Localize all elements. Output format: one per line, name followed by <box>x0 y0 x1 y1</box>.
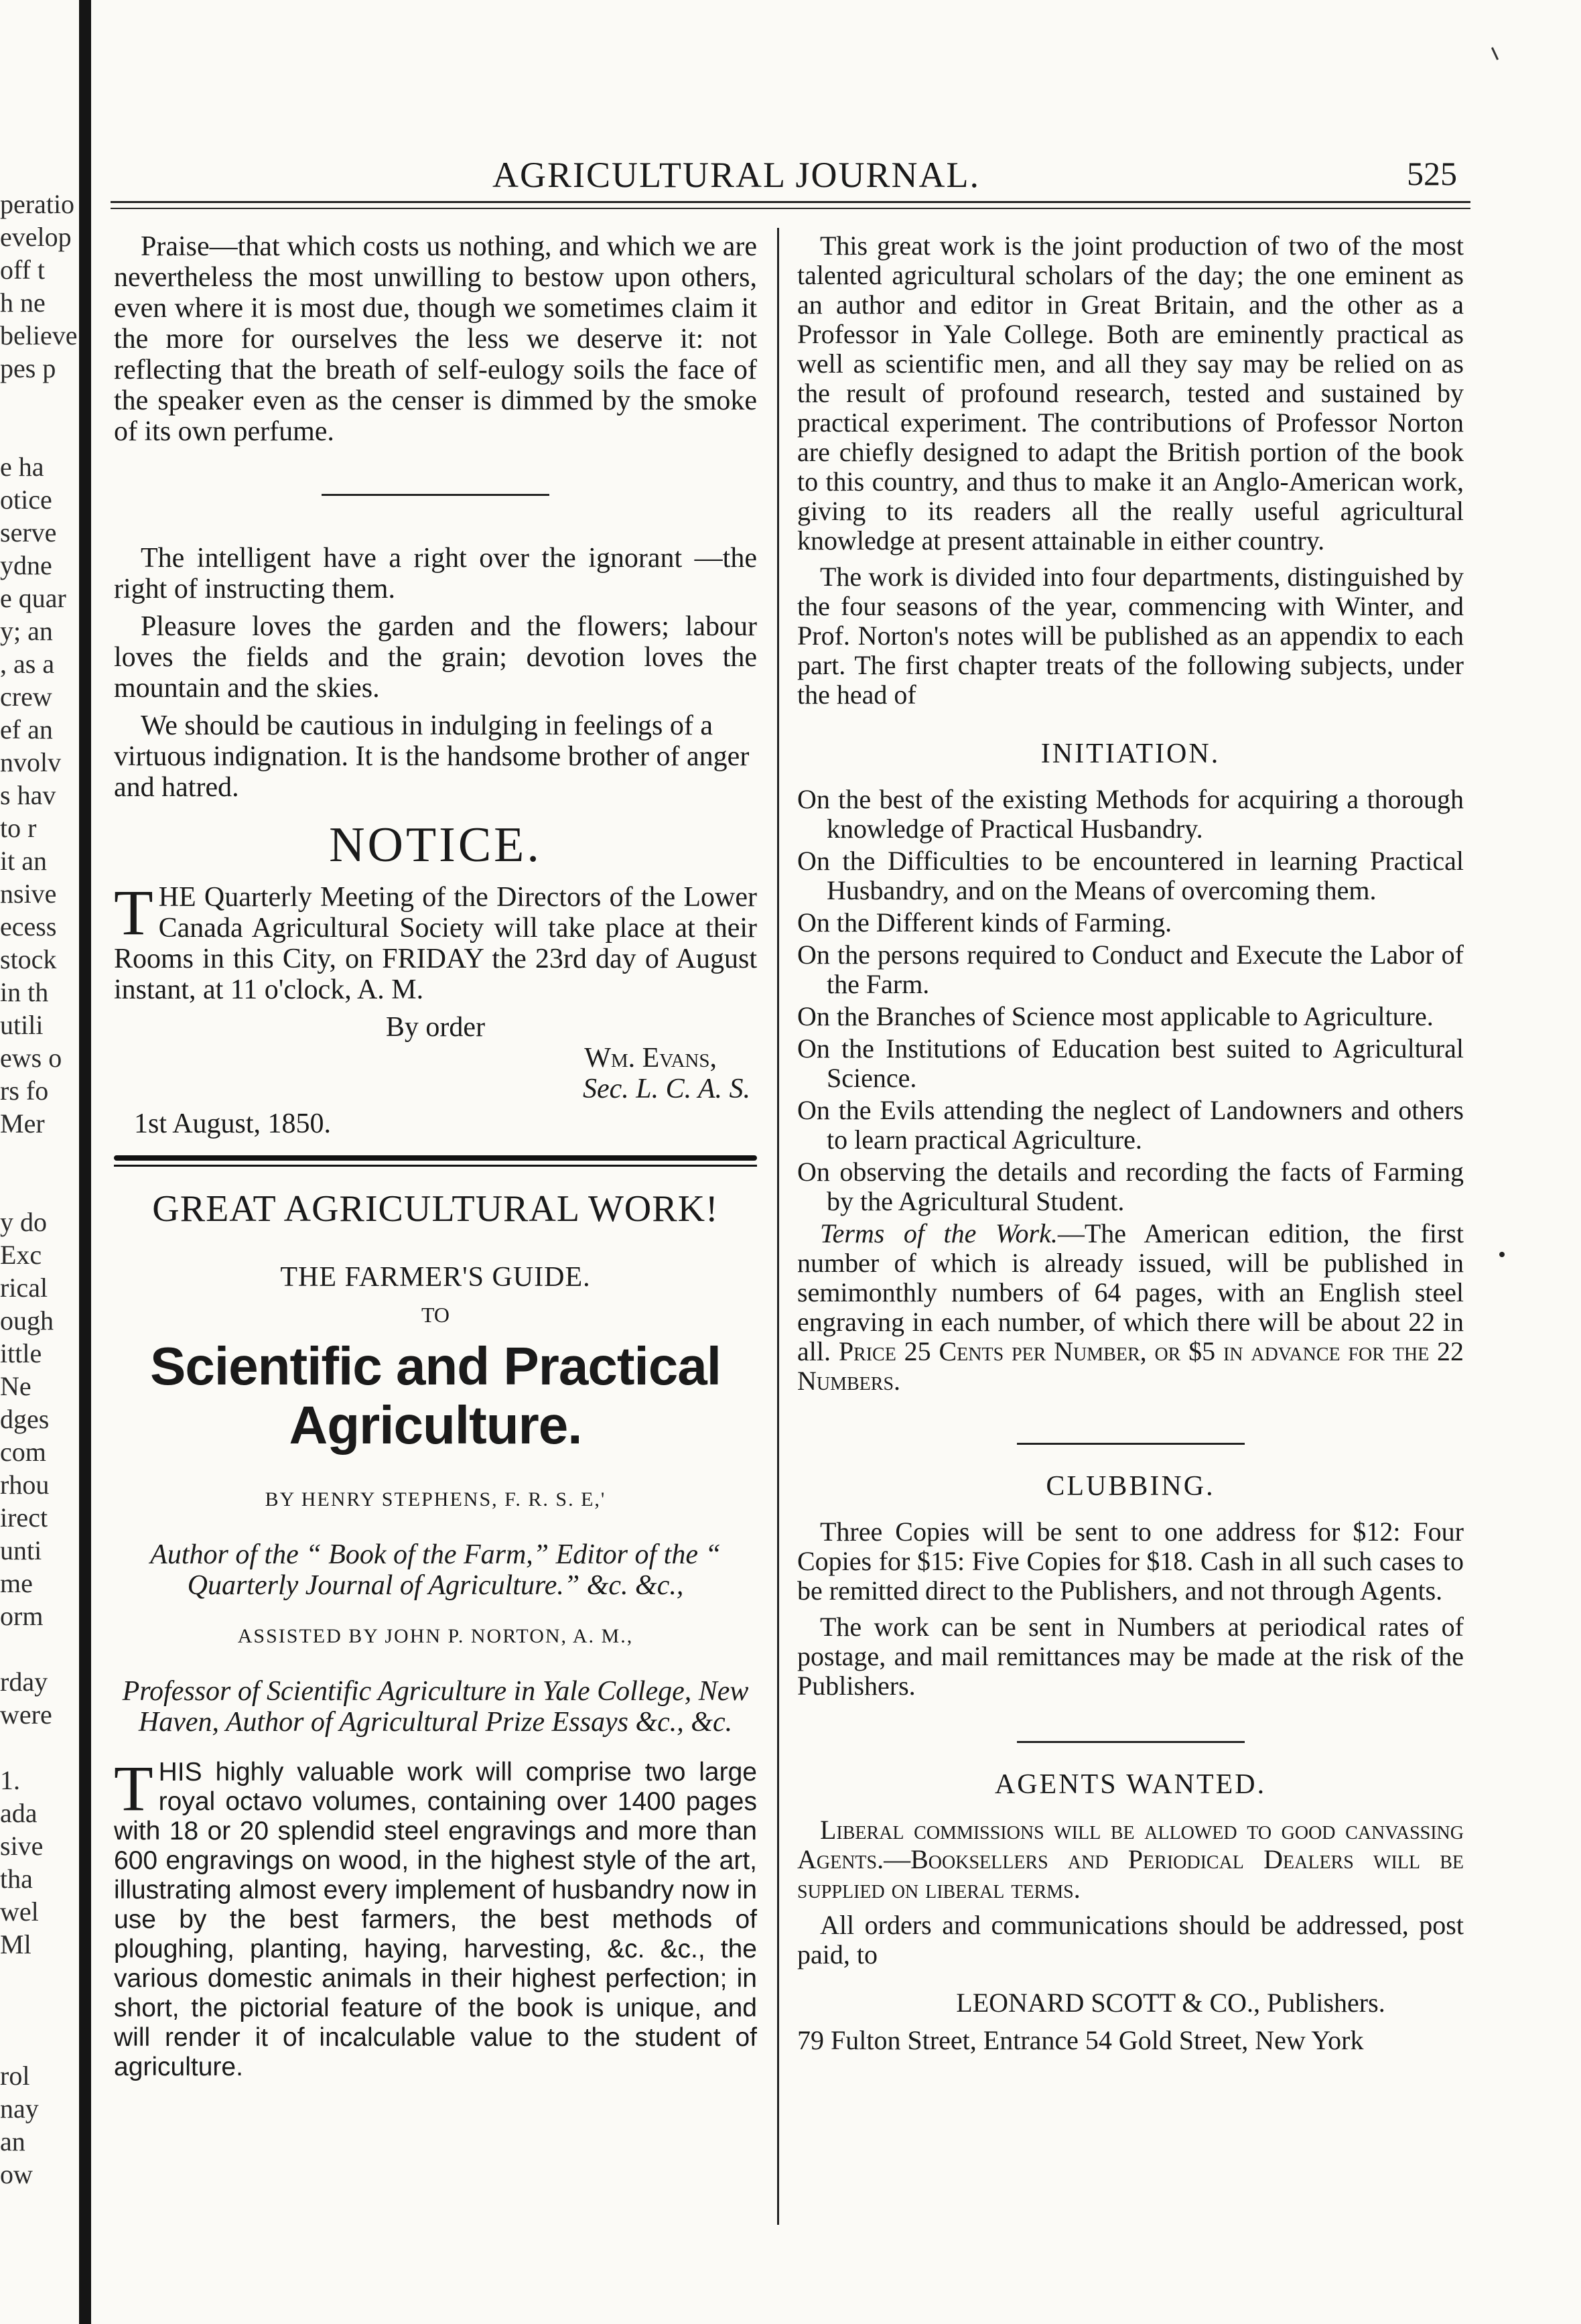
bleed-fragment: e quar <box>0 583 66 613</box>
bleed-fragment: ow <box>0 2159 33 2189</box>
bleed-fragment: rday <box>0 1667 48 1697</box>
bleed-fragment: evelop <box>0 222 72 252</box>
bleed-fragment: in th <box>0 977 49 1007</box>
bleed-fragment <box>0 1632 79 1665</box>
initiation-item: On observing the details and recording the facts of Farming by the Agricultural Student. <box>797 1157 1464 1216</box>
bleed-fragment: peratio <box>0 189 75 219</box>
intro-paragraph: This great work is the joint production of two of the most talented agricultural scholars of the day; the one eminent as an author and editor in Great Britain, and the other as a Professor in Yale College. Both are eminently practical as well as scientific men, and all they say may be relied on as the result of profound research, tested and sustained by practical experiment. The contributions of Professor Norton are chiefly designed to adapt the British portion of the book to this country, and thus to make it an Anglo-American work, giving to its readers all the really useful agricultural knowledge at present attainable in either country. <box>797 231 1464 556</box>
advert-to: TO <box>421 1303 450 1327</box>
notice-date: 1st August, 1850. <box>134 1108 332 1139</box>
terms-text: —The American edition, the first number of which is already issued, will be published in semimonthly numbers of 64 pages, with an English steel engraving in each number, of which there will be about 22 in all. <box>797 1218 1464 1366</box>
bleed-fragment: were <box>0 1699 52 1730</box>
departments-paragraph: The work is divided into four departments, distinguished by the four seasons of the year, commencing with Winter, and Prof. Norton's notes will be published as an appendix to each part. The first chapter treats of the following subjects, under the head of <box>797 562 1464 710</box>
bleed-fragment: y; an <box>0 616 53 646</box>
bleed-fragment: it an <box>0 846 47 876</box>
bleed-fragment <box>0 2026 79 2059</box>
agents-paragraph: Liberal commissions will be allowed to good canvassing Agents.—Booksellers and Periodical Dealers will be supplied on liberal terms. <box>797 1815 1464 1904</box>
advert-heading: GREAT AGRICULTURAL WORK! <box>152 1188 719 1230</box>
advert-assistant-credit: Professor of Scientific Agriculture in Yale College, New Haven, Author of Agricultural Prize Essays &c., &c. <box>122 1676 749 1738</box>
section-divider <box>322 494 549 496</box>
bleed-fragment <box>0 1173 79 1206</box>
initiation-item: On the persons required to Conduct and Execute the Labor of the Farm. <box>797 940 1464 999</box>
terms-label: Terms of the Work. <box>820 1218 1058 1248</box>
bleed-fragment: pes p <box>0 353 56 383</box>
advert-rule-thick <box>114 1155 757 1161</box>
bleed-fragment: me <box>0 1568 33 1598</box>
bleed-fragment: nsive <box>0 879 57 909</box>
bleed-fragment: s hav <box>0 780 56 810</box>
bleed-fragment: ecess <box>0 911 57 942</box>
initiation-item: On the Branches of Science most applicable to Agriculture. <box>797 1001 1434 1031</box>
bleed-fragment: Ml <box>0 1929 31 1959</box>
publisher-name: LEONARD SCOTT & CO., Publishers. <box>956 1988 1385 2018</box>
header-rule <box>111 201 1470 203</box>
bleed-fragment <box>0 1140 79 1173</box>
bleed-fragment: y do <box>0 1207 47 1237</box>
bleed-fragment: rol <box>0 2061 30 2091</box>
advert-assisted: ASSISTED BY JOHN P. NORTON, A. M., <box>237 1625 634 1647</box>
bleed-fragment: orm <box>0 1601 44 1631</box>
bleed-fragment: otice <box>0 485 52 515</box>
bleed-fragment: h ne <box>0 287 46 318</box>
notice-dropcap: T <box>114 877 153 948</box>
terms-paragraph <box>797 1219 1464 1396</box>
maxim-indignation: We should be cautious in indulging in feelings of a virtuous indignation. It is the handsome brother of anger and hatred. <box>114 710 750 803</box>
bleed-fragment: off t <box>0 255 46 285</box>
initiation-list <box>797 785 1464 1216</box>
initiation-item: On the Different kinds of Farming. <box>797 907 1172 938</box>
notice-signer-title: Sec. L. C. A. S. <box>582 1074 750 1104</box>
right-column <box>797 231 1464 2062</box>
praise-paragraph: Praise—that which costs us nothing, and which we are nevertheless the most unwilling to bestow upon others, even where it is most due, though we sometimes claim it the more for ourselves the less we deserve it: not reflecting that the breath of self-eulogy soils the face of the speaker even as the censer is dimmed by the smoke of its own perfume. <box>114 231 757 447</box>
print-speck <box>1499 1252 1505 1257</box>
bleed-fragment <box>0 385 79 417</box>
initiation-item: On the best of the existing Methods for acquiring a thorough knowledge of Practical Husbandry. <box>797 784 1464 844</box>
bleed-fragment: crew <box>0 682 52 712</box>
bleed-fragment <box>0 417 79 450</box>
page-binding-edge <box>79 0 91 2324</box>
running-header: AGRICULTURAL JOURNAL. <box>492 155 981 195</box>
bleed-fragment: nvolv <box>0 747 62 777</box>
maxim-intelligent: The intelligent have a right over the ignorant —the right of instructing them. <box>114 543 757 604</box>
bleed-fragment: utili <box>0 1010 44 1040</box>
bleed-fragment: , as a <box>0 649 55 679</box>
bleed-fragment: e ha <box>0 452 44 482</box>
agents-heading: AGENTS WANTED. <box>994 1769 1267 1800</box>
bleed-fragment <box>0 1961 79 1994</box>
notice-signer: Wm. Evans, <box>584 1043 717 1074</box>
advert-author-credit: Author of the “ Book of the Farm,” Editor of the “ Quarterly Journal of Agriculture.” &c. &c., <box>150 1539 721 1601</box>
bleed-fragment: believe <box>0 320 78 350</box>
agents-address-note: All orders and communications should be addressed, post paid, to <box>797 1910 1464 1970</box>
advert-dropcap: T <box>114 1752 153 1824</box>
bleed-fragment: com <box>0 1437 46 1467</box>
advert-body <box>114 1752 757 2082</box>
initiation-item: On the Institutions of Education best suited to Agricultural Science. <box>797 1033 1464 1093</box>
section-divider <box>1017 1443 1245 1445</box>
bleed-fragment: Exc <box>0 1240 42 1270</box>
initiation-item: On the Evils attending the neglect of Landowners and others to learn practical Agriculture. <box>797 1095 1464 1155</box>
clubbing-postage: The work can be sent in Numbers at periodical rates of postage, and mail remittances may be made at the risk of the Publishers. <box>797 1612 1464 1701</box>
advert-author: BY HENRY STEPHENS, F. R. S. E,' <box>265 1488 606 1510</box>
bleed-fragment: rical <box>0 1273 48 1303</box>
maxim-pleasure: Pleasure loves the garden and the flowers; labour loves the fields and the grain; devotion loves the mountain and the skies. <box>114 611 757 704</box>
bleed-fragment: 1. <box>0 1765 20 1795</box>
clubbing-heading: CLUBBING. <box>1046 1471 1215 1502</box>
publisher-address: 79 Fulton Street, Entrance 54 Gold Street, New York <box>797 2025 1364 2055</box>
bleed-fragment: ough <box>0 1305 54 1336</box>
bleed-fragment: ada <box>0 1798 38 1828</box>
previous-page-bleed <box>0 188 79 2191</box>
bleed-fragment: ittle <box>0 1338 42 1368</box>
notice-body <box>114 877 757 1005</box>
bleed-fragment: serve <box>0 517 57 547</box>
bleed-fragment: rhou <box>0 1470 50 1500</box>
bleed-fragment: wel <box>0 1896 39 1927</box>
left-column <box>114 231 757 2089</box>
initiation-item: On the Difficulties to be encountered in learning Practical Husbandry, and on the Means of overcoming them. <box>797 846 1464 905</box>
clubbing-paragraph: Three Copies will be sent to one address for $12: Four Copies for $15: Five Copies for $18. Cash in all such cases to be remitted direct to the Publishers, and not through Agents. <box>797 1516 1464 1606</box>
bleed-fragment: nay <box>0 2093 39 2124</box>
bleed-fragment: unti <box>0 1535 42 1565</box>
notice-text: HE Quarterly Meeting of the Directors of the Lower Canada Agricultural Society will take place at their Rooms in this City, on FRIDAY the 23rd day of August instant, at 11 o'clock, A. M. <box>114 882 757 1005</box>
bleed-fragment: ydne <box>0 550 52 580</box>
advert-rule-thin <box>114 1165 757 1167</box>
bleed-fragment: to r <box>0 813 37 843</box>
bleed-fragment: sive <box>0 1831 44 1861</box>
bleed-fragment: dges <box>0 1404 50 1434</box>
advert-title: THE FARMER'S GUIDE. <box>280 1262 591 1293</box>
bleed-fragment: rs fo <box>0 1076 49 1106</box>
stray-mark <box>1491 47 1499 60</box>
bleed-fragment: Ne <box>0 1371 31 1401</box>
notice-by-order: By order <box>385 1012 486 1043</box>
bleed-fragment: Mer <box>0 1108 45 1139</box>
notice-heading: NOTICE. <box>329 818 542 873</box>
advert-text: HIS highly valuable work will comprise two large royal octavo volumes, containing over 1400 pages with 18 or 20 splendid steel engravings and more than 600 engravings on wood, in the highest style of the art, illustrating almost every implement of husbandry now in use by the best farmers, the best methods of ploughing, planting, haying, harvesting, &c. &c., the various domestic animals in their highest perfection; in short, the pictorial feature of the book is unique, and will render it of incalculable value to the student of agriculture. <box>114 1758 757 2081</box>
section-divider <box>1017 1741 1245 1743</box>
bleed-fragment: tha <box>0 1864 33 1894</box>
bleed-fragment <box>0 1731 79 1764</box>
bleed-fragment <box>0 1994 79 2026</box>
bleed-fragment: stock <box>0 944 57 974</box>
price-text: Price 25 Cents per Number, or $5 in advance for the 22 Numbers. <box>797 1336 1464 1396</box>
column-separator <box>777 228 779 2225</box>
bleed-fragment: ef an <box>0 714 53 745</box>
initiation-heading: INITIATION. <box>1040 738 1221 769</box>
bleed-fragment: irect <box>0 1502 48 1533</box>
page-number: 525 <box>1407 155 1457 192</box>
header-rule-thin <box>111 208 1470 209</box>
bleed-fragment: an <box>0 2126 25 2156</box>
advert-subject: Scientific and Practical Agriculture. <box>150 1336 721 1455</box>
bleed-fragment: ews o <box>0 1043 62 1073</box>
